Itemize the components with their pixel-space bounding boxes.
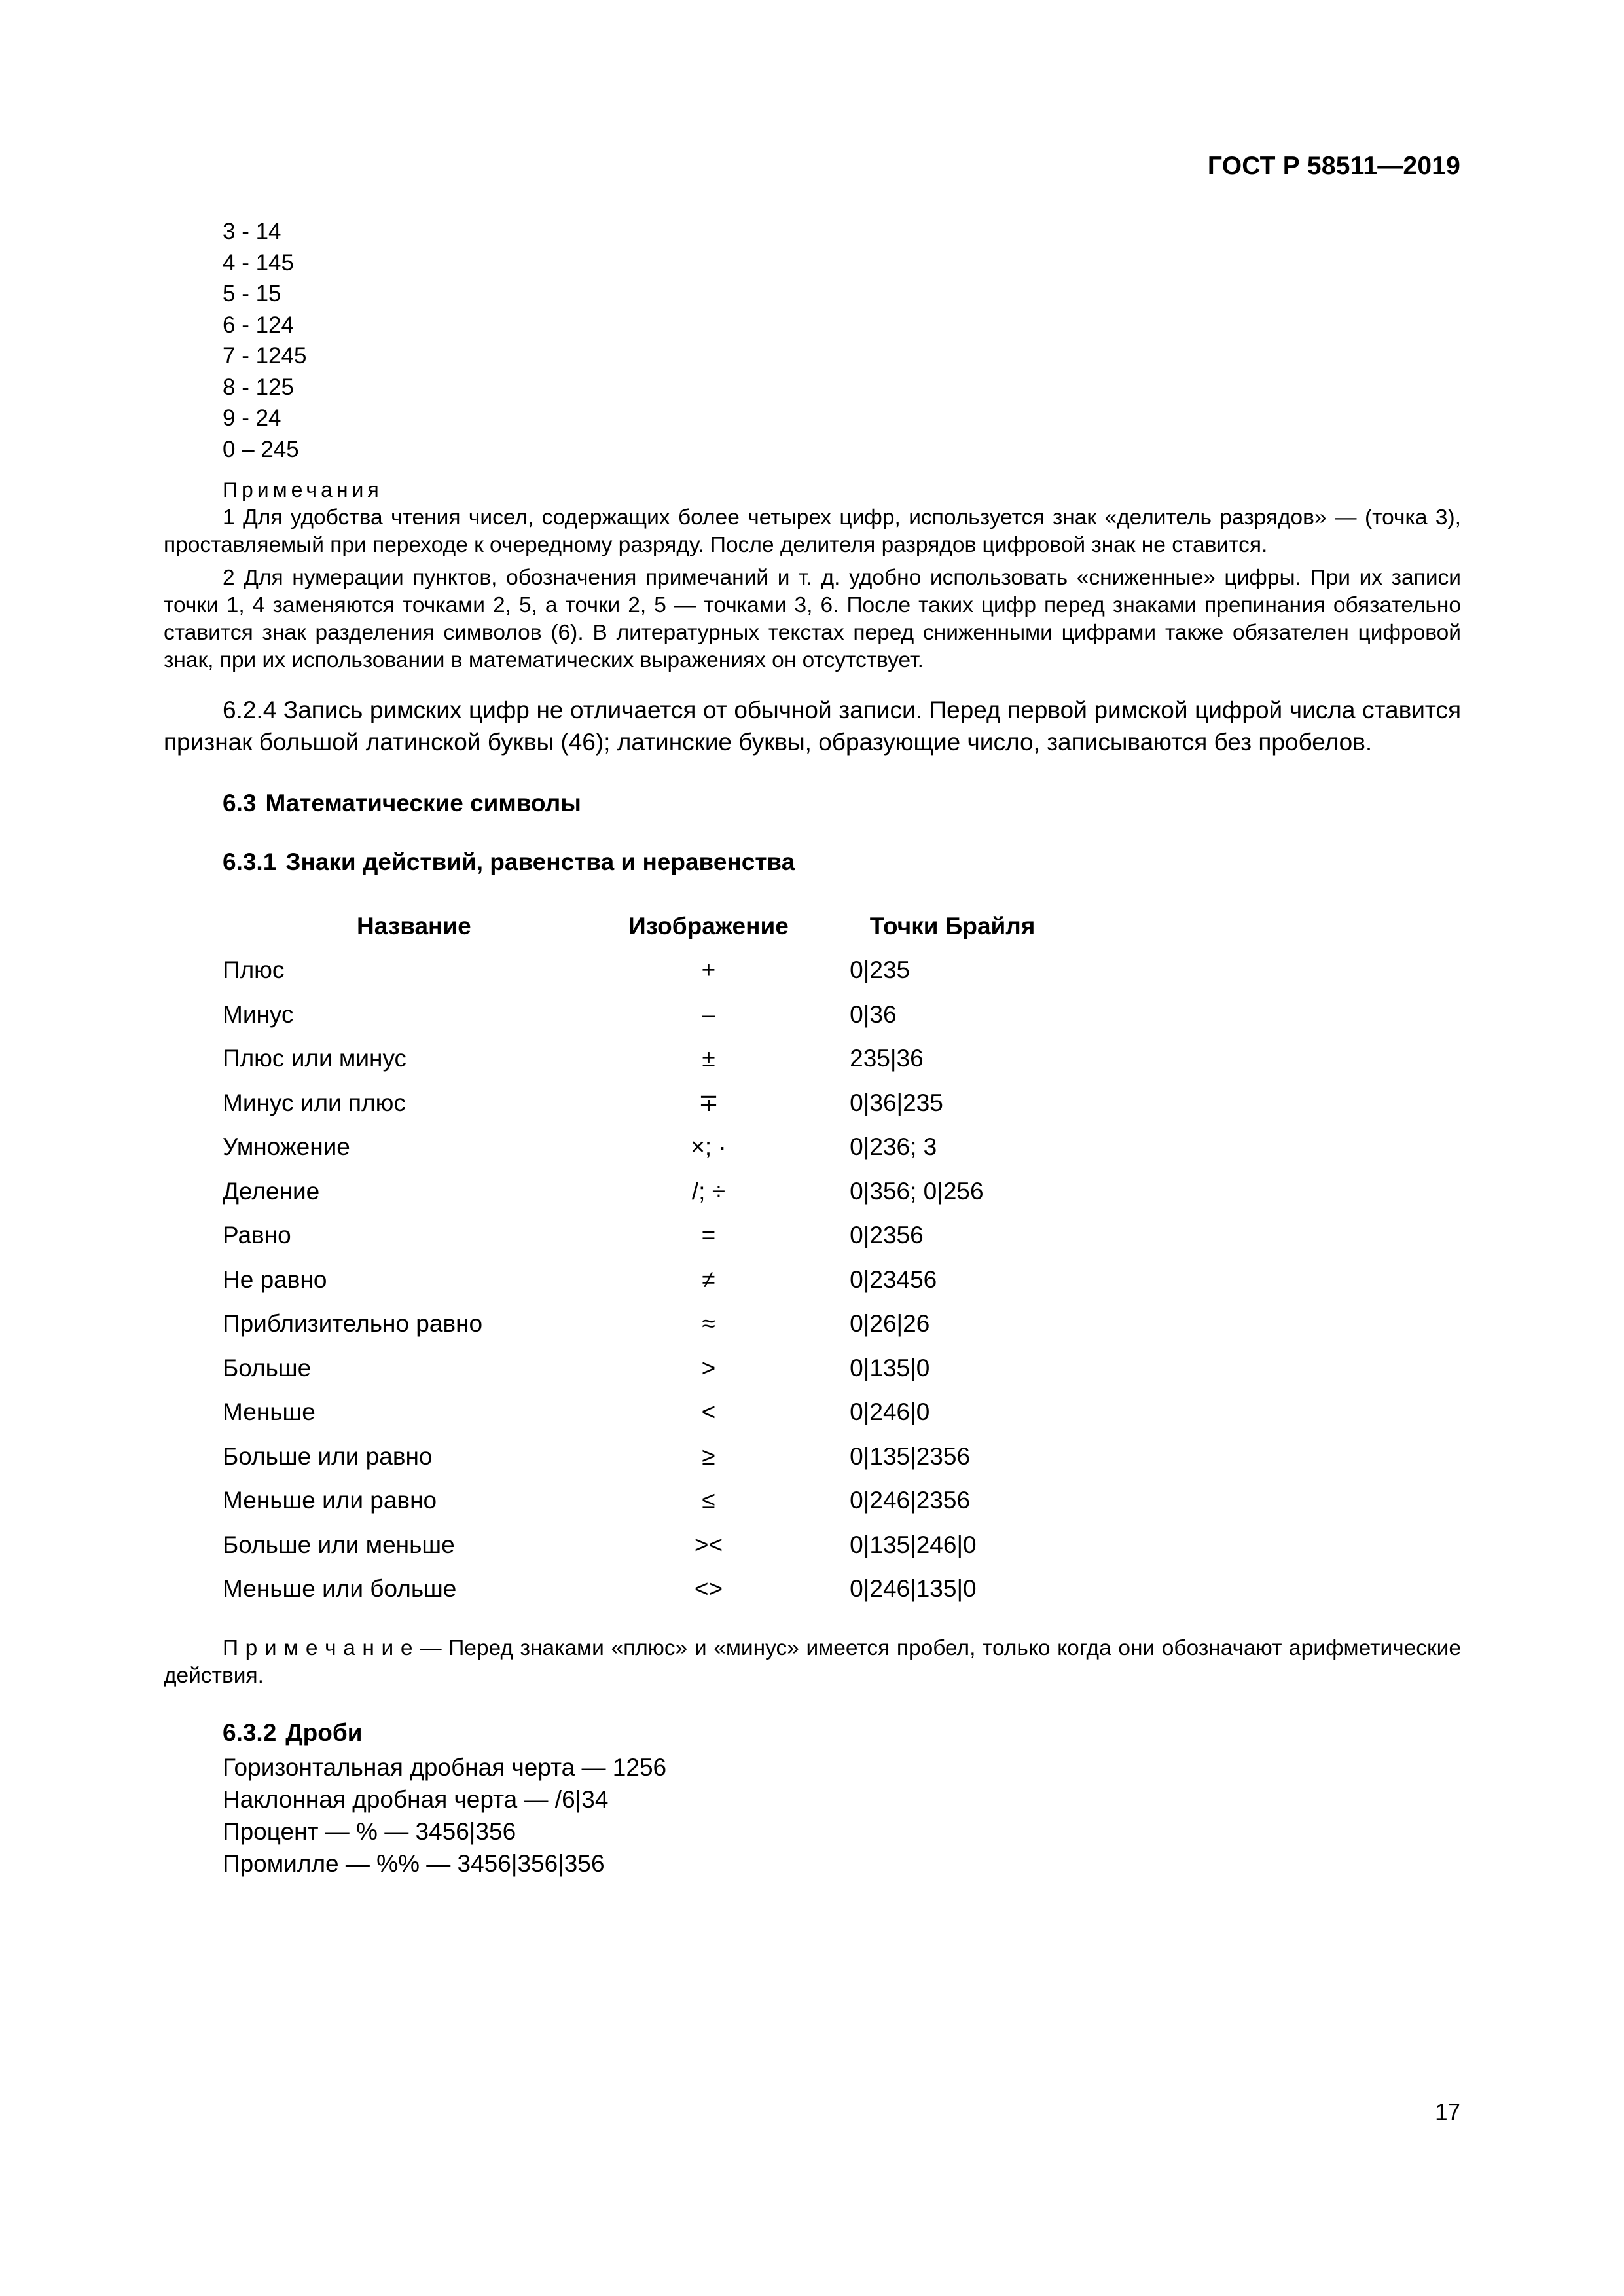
cell-dots: 0|135|2356 xyxy=(850,1442,971,1470)
page-number: 17 xyxy=(1435,2100,1460,2125)
math-symbols-table xyxy=(164,904,1093,1611)
cell-name: Не равно xyxy=(223,1266,327,1293)
table-row xyxy=(164,1567,1093,1611)
cell-dots: 0|246|0 xyxy=(850,1398,930,1425)
table-row xyxy=(164,948,1093,993)
table-row xyxy=(164,1125,1093,1169)
fractions-list xyxy=(164,1751,1461,1880)
running-header-standard-number: ГОСТ Р 58511—2019 xyxy=(1207,152,1460,180)
cell-name: Меньше или больше xyxy=(223,1575,457,1602)
cell-image: > xyxy=(701,1354,716,1381)
list-item: 0 – 245 xyxy=(223,436,299,462)
cell-dots: 0|356; 0|256 xyxy=(850,1177,984,1205)
cell-image: ×; · xyxy=(691,1133,727,1160)
list-item: Наклонная дробная черта — /6|34 xyxy=(223,1785,609,1813)
section-title: Математические символы xyxy=(265,790,581,816)
cell-image: ≤ xyxy=(702,1487,715,1514)
cell-name: Больше xyxy=(223,1354,312,1381)
table-row xyxy=(164,1523,1093,1567)
cell-image: /; ÷ xyxy=(691,1177,726,1205)
cell-image: ≥ xyxy=(702,1442,715,1470)
table-note-paragraph: П р и м е ч а н и е — Перед знаками «плюс» и «минус» имеется пробел, только когда они обозначают арифметические действия. xyxy=(164,1635,1461,1688)
section-title: Дроби xyxy=(285,1719,363,1746)
table-body xyxy=(164,948,1093,1611)
cell-image: >< xyxy=(694,1531,723,1558)
table-row xyxy=(164,1346,1093,1391)
list-item: Промилле — %% — 3456|356|356 xyxy=(223,1850,605,1877)
section-heading-6-3-2 xyxy=(164,1717,1461,1749)
section-title: Знаки действий, равенства и неравенства xyxy=(285,848,795,875)
cell-name: Больше или меньше xyxy=(223,1531,455,1558)
table-row xyxy=(164,1036,1093,1081)
list-item: 7 - 1245 xyxy=(223,343,307,369)
cell-dots: 0|26|26 xyxy=(850,1310,930,1337)
cell-name: Умножение xyxy=(223,1133,350,1160)
list-item: 6 - 124 xyxy=(223,312,294,338)
table-row xyxy=(164,1390,1093,1434)
cell-name: Равно xyxy=(223,1222,291,1248)
cell-image: ≈ xyxy=(702,1310,715,1337)
cell-name: Приблизительно равно xyxy=(223,1310,483,1337)
table-row xyxy=(164,1434,1093,1479)
cell-image: = xyxy=(701,1222,716,1248)
list-item: 3 - 14 xyxy=(223,219,281,244)
table-row xyxy=(164,1169,1093,1214)
table-row xyxy=(164,1213,1093,1258)
note-paragraph-2: 2 Для нумерации пунктов, обозначения примечаний и т. д. удобно использовать «сниженные» цифры. При их записи точки 1, 4 заменяются точками 2, 5, а точки 2, 5 — точками 3, 6. После таких цифр перед знаками препинания обязательно ставится знак разделения символов (6). В литературных текстах перед сниженными цифрами также обязателен цифровой знак, при их использовании в математических выражениях он отсутствует. xyxy=(164,566,1461,672)
cell-dots: 0|36|235 xyxy=(850,1089,943,1116)
cell-image: ∓ xyxy=(698,1089,719,1116)
table-header xyxy=(164,904,1093,948)
list-item: Процент — % — 3456|356 xyxy=(223,1817,516,1845)
table-row xyxy=(164,993,1093,1037)
cell-image: < xyxy=(701,1398,716,1425)
cell-dots: 0|235 xyxy=(850,957,911,983)
cell-name: Плюс или минус xyxy=(223,1045,407,1072)
cell-dots: 0|236; 3 xyxy=(850,1133,937,1160)
cell-image: ± xyxy=(702,1045,715,1072)
list-item: 5 - 15 xyxy=(223,281,281,306)
notes-block xyxy=(164,475,1461,674)
section-number: 6.3.1 xyxy=(223,848,277,875)
section-number: 6.3 xyxy=(223,790,257,816)
note-paragraph-1: 1 Для удобства чтения чисел, содержащих более четырех цифр, используется знак «делитель разрядов» — (точка 3), проставляемый при переходе к очередному разряду. После делителя разрядов цифровой знак не ставится. xyxy=(164,505,1461,557)
cell-dots: 235|36 xyxy=(850,1045,924,1072)
cell-dots: 0|36 xyxy=(850,1000,897,1028)
page-content xyxy=(164,216,1461,1880)
table-header-row xyxy=(164,904,1093,948)
cell-image: – xyxy=(702,1000,715,1028)
section-heading-6-3-1 xyxy=(164,847,1461,878)
section-heading-6-3 xyxy=(164,788,1461,819)
list-item: 8 - 125 xyxy=(223,374,294,400)
cell-image: ≠ xyxy=(702,1266,715,1293)
clause-6-2-4-paragraph: 6.2.4 Запись римских цифр не отличается от обычной записи. Перед первой римской цифрой числа ставится признак большой латинской буквы (46); латинские буквы, образующие число, записываются без пробелов. xyxy=(164,697,1461,756)
cell-dots: 0|135|0 xyxy=(850,1354,930,1381)
cell-dots: 0|2356 xyxy=(850,1222,924,1248)
list-item: Горизонтальная дробная черта — 1256 xyxy=(223,1753,667,1781)
cell-dots: 0|135|246|0 xyxy=(850,1531,977,1558)
cell-name: Меньше xyxy=(223,1398,316,1425)
list-item: 9 - 24 xyxy=(223,405,281,431)
cell-dots: 0|246|135|0 xyxy=(850,1575,977,1602)
notes-heading: Примечания xyxy=(223,478,383,501)
cell-image: + xyxy=(701,957,716,983)
table-row xyxy=(164,1302,1093,1346)
column-header-image: Изображение xyxy=(628,913,789,939)
section-number: 6.3.2 xyxy=(223,1719,277,1746)
cell-image: <> xyxy=(694,1575,723,1602)
cell-dots: 0|246|2356 xyxy=(850,1487,971,1514)
column-header-dots: Точки Брайля xyxy=(869,913,1036,939)
column-header-name: Название xyxy=(357,913,471,939)
table-row xyxy=(164,1258,1093,1302)
digit-code-list xyxy=(164,216,1461,465)
table-row xyxy=(164,1478,1093,1523)
cell-name: Плюс xyxy=(223,957,285,983)
cell-name: Больше или равно xyxy=(223,1442,433,1470)
cell-name: Минус или плюс xyxy=(223,1089,406,1116)
cell-name: Минус xyxy=(223,1000,294,1028)
cell-name: Меньше или равно xyxy=(223,1487,437,1514)
cell-dots: 0|23456 xyxy=(850,1266,937,1293)
table-row xyxy=(164,1081,1093,1125)
list-item: 4 - 145 xyxy=(223,249,294,276)
cell-name: Деление xyxy=(223,1177,320,1205)
